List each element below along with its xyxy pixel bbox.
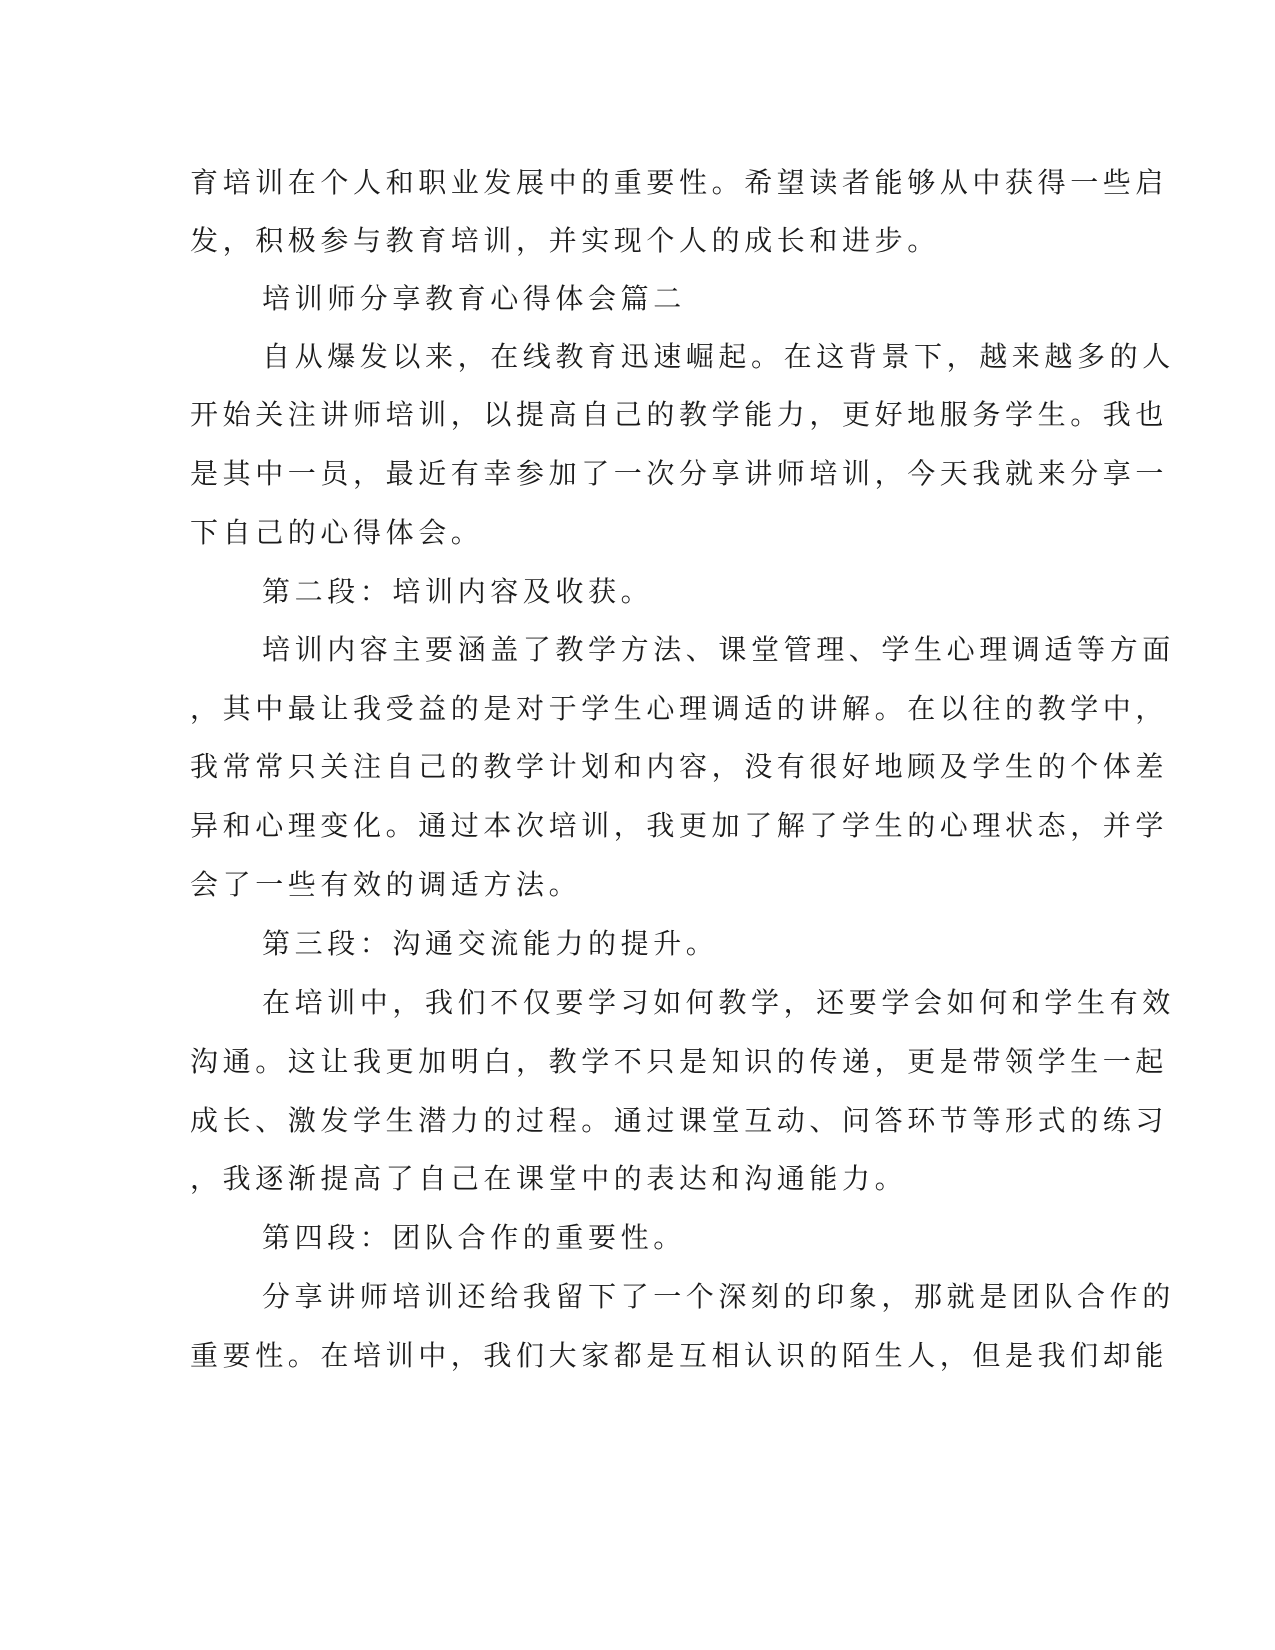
text-line: 异和心理变化。通过本次培训，我更加了解了学生的心理状态，并学	[190, 809, 1169, 842]
text-line: 沟通。这让我更加明白，教学不只是知识的传递，更是带领学生一起	[190, 1045, 1169, 1078]
text-line: 下自己的心得体会。	[190, 516, 484, 549]
text-line: 是其中一员，最近有幸参加了一次分享讲师培训，今天我就来分享一	[190, 457, 1169, 490]
paragraph-heading: 第四段：团队合作的重要性。	[262, 1221, 686, 1254]
text-line: 会了一些有效的调适方法。	[190, 868, 582, 901]
text-line: ，其中最让我受益的是对于学生心理调适的讲解。在以往的教学中，	[190, 692, 1169, 725]
text-line: 培训内容主要涵盖了教学方法、课堂管理、学生心理调适等方面	[262, 633, 1175, 666]
paragraph-heading: 第三段：沟通交流能力的提升。	[262, 927, 719, 960]
paragraph-heading: 第二段：培训内容及收获。	[262, 575, 654, 608]
text-line: 育培训在个人和职业发展中的重要性。希望读者能够从中获得一些启	[190, 166, 1169, 199]
text-line: 我常常只关注自己的教学计划和内容，没有很好地顾及学生的个体差	[190, 750, 1169, 783]
text-line: 在培训中，我们不仅要学习如何教学，还要学会如何和学生有效	[262, 986, 1175, 1019]
text-line: 发，积极参与教育培训，并实现个人的成长和进步。	[190, 224, 940, 257]
text-line: 自从爆发以来，在线教育迅速崛起。在这背景下，越来越多的人	[262, 340, 1175, 373]
text-line: ，我逐渐提高了自己在课堂中的表达和沟通能力。	[190, 1162, 908, 1195]
text-line: 重要性。在培训中，我们大家都是互相认识的陌生人，但是我们却能	[190, 1339, 1169, 1372]
text-line: 分享讲师培训还给我留下了一个深刻的印象，那就是团队合作的	[262, 1280, 1175, 1313]
text-line: 成长、激发学生潜力的过程。通过课堂互动、问答环节等形式的练习	[190, 1104, 1169, 1137]
text-line: 开始关注讲师培训，以提高自己的教学能力，更好地服务学生。我也	[190, 398, 1169, 431]
section-heading: 培训师分享教育心得体会篇二	[262, 282, 686, 315]
